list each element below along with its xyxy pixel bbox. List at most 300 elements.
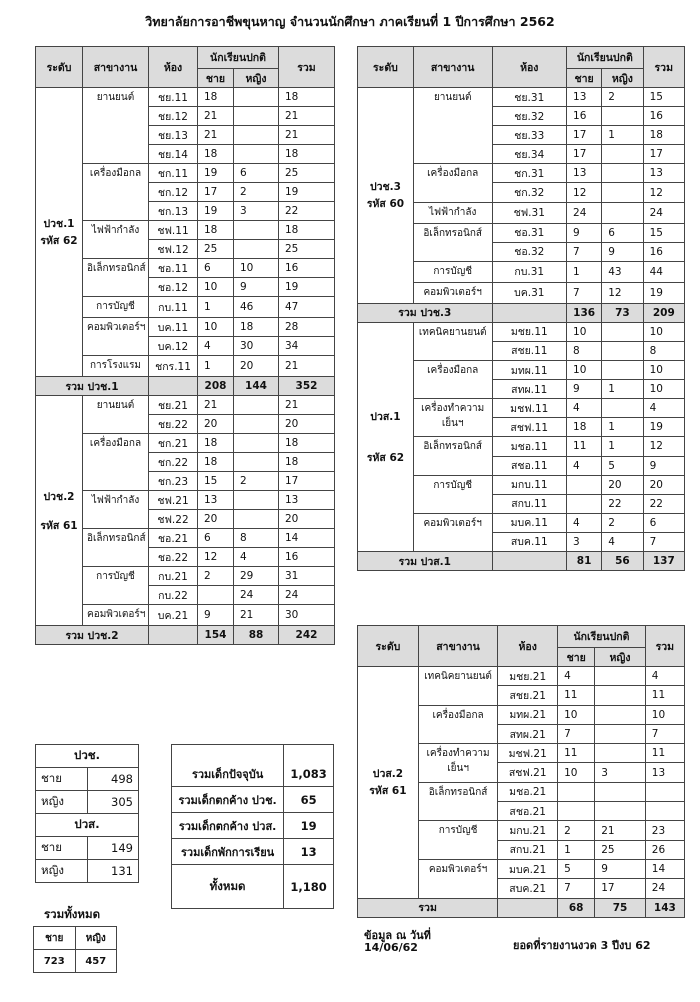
- total-row: [36, 377, 335, 396]
- level-cell: ปวช.2 รหัส 61: [36, 396, 83, 626]
- sum-cell: 30: [279, 605, 335, 626]
- total-female: 75: [595, 898, 646, 917]
- male-cell: 18: [198, 221, 234, 240]
- room-cell: ชก.31: [492, 164, 567, 183]
- male-cell: 7: [558, 879, 595, 898]
- pvs-male-label: ชาย: [36, 837, 88, 860]
- sum-cell: 31: [279, 567, 335, 586]
- sum-cell: 34: [279, 337, 335, 356]
- female-cell: 2: [234, 183, 279, 202]
- room-cell: มกบ.21: [498, 821, 558, 840]
- room-cell: มชย.21: [498, 667, 558, 686]
- room-cell: ชอ.21: [149, 529, 198, 548]
- room-cell: ชก.21: [149, 434, 198, 453]
- female-cell: [595, 802, 646, 821]
- left-pvc-value: 65: [284, 787, 334, 813]
- pvs-label: ปวส.: [36, 814, 139, 837]
- pvs-male-value: 149: [88, 837, 139, 860]
- male-cell: 10: [198, 278, 234, 297]
- header-level: ระดับ: [358, 626, 419, 667]
- header-regular: นักเรียนปกติ: [558, 626, 646, 648]
- dept-cell: คอมพิวเตอร์ฯ: [83, 318, 149, 356]
- female-cell: [234, 453, 279, 472]
- level-cell: ปวส.1 รหัส 62: [358, 322, 414, 551]
- total-label: รวม ปวช.2: [36, 626, 149, 645]
- grand-total-table: [33, 926, 117, 973]
- female-cell: [595, 705, 646, 724]
- female-cell: 20: [602, 475, 643, 494]
- female-cell: 6: [602, 223, 643, 242]
- dept-cell: คอมพิวเตอร์ฯ: [413, 513, 492, 551]
- female-cell: [602, 202, 643, 223]
- male-cell: 15: [198, 472, 234, 491]
- room-cell: ชย.12: [149, 107, 198, 126]
- male-cell: 16: [567, 107, 602, 126]
- room-cell: มชอ.21: [498, 782, 558, 801]
- female-cell: [234, 434, 279, 453]
- header-room: ห้อง: [149, 47, 198, 88]
- sum-cell: 26: [645, 840, 684, 859]
- sum-cell: 24: [645, 879, 684, 898]
- dept-cell: เครื่องมือกล: [83, 164, 149, 221]
- left-pvs-value: 19: [284, 813, 334, 839]
- room-cell: ชย.11: [149, 88, 198, 107]
- female-cell: [234, 491, 279, 510]
- female-cell: [234, 221, 279, 240]
- total-male: 208: [198, 377, 234, 396]
- sum-cell: 13: [645, 763, 684, 782]
- sum-cell: 16: [279, 259, 335, 278]
- pvc-female-value: 305: [88, 791, 139, 814]
- female-cell: 30: [234, 337, 279, 356]
- sum-cell: 22: [279, 202, 335, 221]
- room-cell: สบค.21: [498, 879, 558, 898]
- sum-cell: 20: [279, 415, 335, 434]
- room-cell: มทผ.11: [492, 361, 567, 380]
- sum-cell: 25: [279, 240, 335, 259]
- male-cell: 5: [558, 859, 595, 878]
- sum-cell: 10: [643, 361, 684, 380]
- total-sum: 209: [643, 303, 684, 322]
- total-blank: [149, 626, 198, 645]
- room-cell: กบ.21: [149, 567, 198, 586]
- male-cell: 17: [567, 145, 602, 164]
- total-male: 154: [198, 626, 234, 645]
- dept-cell: เครื่องทำความเย็นฯ: [413, 399, 492, 437]
- header-male: ชาย: [198, 69, 234, 88]
- header-male: ชาย: [567, 69, 602, 88]
- male-cell: 4: [567, 456, 602, 475]
- male-cell: 18: [567, 418, 602, 437]
- female-cell: [234, 510, 279, 529]
- sum-cell: [645, 802, 684, 821]
- dept-cell: เทคนิคยานยนต์: [413, 322, 492, 360]
- total-row: [36, 626, 335, 645]
- header-female: หญิง: [595, 648, 646, 667]
- room-cell: ชกร.11: [149, 356, 198, 377]
- total-male: 68: [558, 898, 595, 917]
- dept-cell: อิเล็กทรอนิกส์: [83, 529, 149, 567]
- female-cell: 1: [602, 437, 643, 456]
- totals-summary-table: [171, 744, 334, 909]
- dept-cell: อิเล็กทรอนิกส์: [418, 782, 497, 821]
- female-cell: [234, 415, 279, 434]
- page-title: วิทยาลัยการอาชีพขุนหาญ จำนวนนักศึกษา ภาคเรียนที่ 1 ปีการศึกษา 2562: [145, 14, 555, 29]
- all-value: 1,180: [284, 865, 334, 909]
- room-cell: ชย.22: [149, 415, 198, 434]
- room-cell: สทผ.11: [492, 380, 567, 399]
- female-cell: [234, 396, 279, 415]
- male-cell: 1: [198, 297, 234, 318]
- male-cell: 9: [567, 380, 602, 399]
- total-female: 88: [234, 626, 279, 645]
- dept-cell: เครื่องมือกล: [413, 164, 492, 202]
- sum-cell: 18: [279, 221, 335, 240]
- room-cell: สกบ.11: [492, 494, 567, 513]
- female-cell: [234, 126, 279, 145]
- male-cell: 13: [198, 491, 234, 510]
- total-row: [358, 303, 685, 322]
- room-cell: กบ.22: [149, 586, 198, 605]
- male-cell: 19: [198, 202, 234, 221]
- female-cell: 8: [234, 529, 279, 548]
- room-cell: มชฟ.11: [492, 399, 567, 418]
- dept-cell: เครื่องมือกล: [83, 434, 149, 491]
- total-label: รวม ปวส.1: [358, 551, 493, 570]
- room-cell: มทผ.21: [498, 705, 558, 724]
- sum-cell: 10: [643, 322, 684, 341]
- female-cell: 3: [234, 202, 279, 221]
- room-cell: ชย.14: [149, 145, 198, 164]
- male-cell: 10: [198, 318, 234, 337]
- dept-cell: เครื่องทำความเย็นฯ: [418, 744, 497, 783]
- total-female: 56: [602, 551, 643, 570]
- female-cell: 29: [234, 567, 279, 586]
- female-cell: 25: [595, 840, 646, 859]
- dept-cell: การบัญชี: [83, 297, 149, 318]
- dept-cell: อิเล็กทรอนิกส์: [413, 437, 492, 475]
- total-label: รวม ปวช.1: [36, 377, 149, 396]
- sum-cell: 14: [279, 529, 335, 548]
- level-cell: ปวส.2 รหัส 61: [358, 667, 419, 899]
- room-cell: บค.21: [149, 605, 198, 626]
- room-cell: ชก.12: [149, 183, 198, 202]
- current-value: 1,083: [284, 763, 334, 787]
- female-cell: 2: [234, 472, 279, 491]
- table-row: [36, 396, 335, 415]
- dept-cell: คอมพิวเตอร์ฯ: [418, 859, 497, 898]
- dept-cell: ยานยนต์: [83, 396, 149, 434]
- female-cell: 21: [595, 821, 646, 840]
- room-cell: สชอ.21: [498, 802, 558, 821]
- room-cell: ชอ.12: [149, 278, 198, 297]
- total-row: [358, 551, 685, 570]
- female-cell: [234, 88, 279, 107]
- male-cell: 4: [558, 667, 595, 686]
- total-blank: [498, 898, 558, 917]
- pvc-female-label: หญิง: [36, 791, 88, 814]
- pvc-male-value: 498: [88, 768, 139, 791]
- male-cell: 6: [198, 529, 234, 548]
- sum-cell: 10: [643, 380, 684, 399]
- room-cell: มบค.11: [492, 513, 567, 532]
- sum-cell: 25: [279, 164, 335, 183]
- male-cell: 4: [567, 513, 602, 532]
- female-cell: 22: [602, 494, 643, 513]
- sum-cell: 17: [279, 472, 335, 491]
- room-cell: ชฟ.22: [149, 510, 198, 529]
- table-row: [358, 88, 685, 107]
- total-male: 81: [567, 551, 602, 570]
- male-cell: 13: [567, 164, 602, 183]
- dept-cell: เครื่องมือกล: [418, 705, 497, 744]
- male-cell: 6: [198, 259, 234, 278]
- header-dept: สาขางาน: [418, 626, 497, 667]
- all-label: ทั้งหมด: [172, 865, 284, 909]
- male-cell: 12: [198, 548, 234, 567]
- female-cell: [595, 667, 646, 686]
- dept-cell: ยานยนต์: [413, 88, 492, 164]
- room-cell: ชก.11: [149, 164, 198, 183]
- table-row: [358, 322, 685, 341]
- room-cell: ชอ.11: [149, 259, 198, 278]
- female-cell: 9: [602, 242, 643, 261]
- header-room: ห้อง: [492, 47, 567, 88]
- female-cell: [234, 145, 279, 164]
- sum-cell: 18: [279, 88, 335, 107]
- female-cell: 5: [602, 456, 643, 475]
- room-cell: สชฟ.11: [492, 418, 567, 437]
- level-cell: ปวช.3 รหัส 60: [358, 88, 414, 304]
- female-cell: 18: [234, 318, 279, 337]
- sum-cell: 7: [645, 724, 684, 743]
- grand-total-label: รวมทั้งหมด: [44, 907, 101, 921]
- total-female: 73: [602, 303, 643, 322]
- dept-cell: การบัญชี: [413, 261, 492, 282]
- sum-cell: 24: [279, 586, 335, 605]
- female-cell: 20: [234, 356, 279, 377]
- room-cell: ชฟ.31: [492, 202, 567, 223]
- header-regular: นักเรียนปกติ: [198, 47, 279, 69]
- sum-cell: 28: [279, 318, 335, 337]
- header-male: ชาย: [558, 648, 595, 667]
- left-pvs-label: รวมเด็กตกค้าง ปวส.: [172, 813, 284, 839]
- male-cell: 4: [567, 399, 602, 418]
- header-total: รวม: [643, 47, 684, 88]
- sum-cell: 15: [643, 223, 684, 242]
- sum-cell: 18: [279, 453, 335, 472]
- total-sum: 143: [645, 898, 684, 917]
- male-cell: 1: [567, 261, 602, 282]
- sum-cell: 21: [279, 107, 335, 126]
- sum-cell: 18: [643, 126, 684, 145]
- room-cell: ชก.13: [149, 202, 198, 221]
- female-cell: 9: [595, 859, 646, 878]
- room-cell: ชย.21: [149, 396, 198, 415]
- male-cell: 2: [558, 821, 595, 840]
- sum-cell: 21: [279, 356, 335, 377]
- room-cell: ชฟ.21: [149, 491, 198, 510]
- total-blank: [492, 303, 567, 322]
- male-cell: 17: [198, 183, 234, 202]
- female-cell: [602, 145, 643, 164]
- female-cell: 1: [602, 418, 643, 437]
- header-regular: นักเรียนปกติ: [567, 47, 644, 69]
- male-cell: 24: [567, 202, 602, 223]
- grand-female-label: หญิง: [75, 927, 117, 950]
- total-label: รวม: [358, 898, 498, 917]
- dept-cell: ไฟฟ้ากำลัง: [83, 221, 149, 259]
- room-cell: กบ.31: [492, 261, 567, 282]
- female-cell: 4: [234, 548, 279, 567]
- male-cell: 18: [198, 88, 234, 107]
- male-cell: 10: [558, 763, 595, 782]
- female-cell: 2: [602, 88, 643, 107]
- total-female: 144: [234, 377, 279, 396]
- female-cell: [234, 107, 279, 126]
- male-cell: 19: [198, 164, 234, 183]
- sum-cell: 4: [643, 399, 684, 418]
- sum-cell: 44: [643, 261, 684, 282]
- header-level: ระดับ: [36, 47, 83, 88]
- female-cell: 10: [234, 259, 279, 278]
- room-cell: บค.31: [492, 282, 567, 303]
- pvs-female-value: 131: [88, 860, 139, 883]
- report-note: ยอดที่รายงานงวด 3 ปีงบ 62: [513, 939, 651, 952]
- sum-cell: 4: [645, 667, 684, 686]
- male-cell: [198, 586, 234, 605]
- sum-cell: 20: [643, 475, 684, 494]
- male-cell: 11: [558, 686, 595, 705]
- header-total: รวม: [645, 626, 684, 667]
- pvc-label: ปวช.: [36, 745, 139, 768]
- female-cell: 2: [602, 513, 643, 532]
- male-cell: 2: [198, 567, 234, 586]
- room-cell: สทผ.21: [498, 724, 558, 743]
- sum-cell: 8: [643, 341, 684, 360]
- room-cell: ชฟ.11: [149, 221, 198, 240]
- male-cell: 21: [198, 396, 234, 415]
- room-cell: มชย.11: [492, 322, 567, 341]
- sum-cell: 10: [645, 705, 684, 724]
- room-cell: มบค.21: [498, 859, 558, 878]
- grand-male-label: ชาย: [34, 927, 76, 950]
- sum-cell: 17: [643, 145, 684, 164]
- dept-cell: คอมพิวเตอร์ฯ: [83, 605, 149, 626]
- male-cell: [567, 475, 602, 494]
- male-cell: 1: [198, 356, 234, 377]
- female-cell: 1: [602, 380, 643, 399]
- room-cell: สชฟ.21: [498, 763, 558, 782]
- sum-cell: 9: [643, 456, 684, 475]
- room-cell: สชอ.11: [492, 456, 567, 475]
- male-cell: 18: [198, 434, 234, 453]
- female-cell: [602, 322, 643, 341]
- data-date-label: ข้อมูล ณ วันที่: [364, 929, 431, 942]
- sum-cell: 21: [279, 396, 335, 415]
- room-cell: สชย.21: [498, 686, 558, 705]
- header-room: ห้อง: [498, 626, 558, 667]
- female-cell: [602, 361, 643, 380]
- female-cell: [602, 341, 643, 360]
- room-cell: มชอ.11: [492, 437, 567, 456]
- pvc-male-label: ชาย: [36, 768, 88, 791]
- header-total: รวม: [279, 47, 335, 88]
- dept-cell: ไฟฟ้ากำลัง: [83, 491, 149, 529]
- male-cell: 11: [558, 744, 595, 763]
- male-cell: 20: [198, 415, 234, 434]
- male-cell: 18: [198, 453, 234, 472]
- male-cell: 10: [567, 322, 602, 341]
- female-cell: 46: [234, 297, 279, 318]
- male-cell: 11: [567, 437, 602, 456]
- level-summary-table: [35, 744, 139, 883]
- sum-cell: 16: [643, 242, 684, 261]
- room-cell: มกบ.11: [492, 475, 567, 494]
- sum-cell: 11: [645, 744, 684, 763]
- suspended-label: รวมเด็กพักการเรียน: [172, 839, 284, 865]
- female-cell: 6: [234, 164, 279, 183]
- female-cell: 3: [595, 763, 646, 782]
- room-cell: บค.12: [149, 337, 198, 356]
- sum-cell: 13: [643, 164, 684, 183]
- total-sum: 242: [279, 626, 335, 645]
- sum-cell: 14: [645, 859, 684, 878]
- room-cell: ชย.32: [492, 107, 567, 126]
- male-cell: 8: [567, 341, 602, 360]
- male-cell: 17: [567, 126, 602, 145]
- sum-cell: 7: [643, 532, 684, 551]
- data-date-note: [364, 930, 431, 954]
- dept-cell: การบัญชี: [418, 821, 497, 860]
- current-label: รวมเด็กปัจจุบัน: [172, 763, 284, 787]
- table-row: [36, 88, 335, 107]
- dept-cell: ไฟฟ้ากำลัง: [413, 202, 492, 223]
- female-cell: 9: [234, 278, 279, 297]
- female-cell: [602, 183, 643, 202]
- room-cell: มชฟ.21: [498, 744, 558, 763]
- sum-cell: 23: [645, 821, 684, 840]
- male-cell: 10: [567, 361, 602, 380]
- pvs-female-label: หญิง: [36, 860, 88, 883]
- female-cell: 17: [595, 879, 646, 898]
- room-cell: ชย.33: [492, 126, 567, 145]
- sum-cell: 13: [279, 491, 335, 510]
- dept-cell: การบัญชี: [413, 475, 492, 513]
- sum-cell: 24: [643, 202, 684, 223]
- sum-cell: 47: [279, 297, 335, 318]
- female-cell: 21: [234, 605, 279, 626]
- sum-cell: 18: [279, 434, 335, 453]
- suspended-value: 13: [284, 839, 334, 865]
- room-cell: สชย.11: [492, 341, 567, 360]
- sum-cell: 21: [279, 126, 335, 145]
- male-cell: [558, 802, 595, 821]
- header-dept: สาขางาน: [83, 47, 149, 88]
- sum-cell: 19: [279, 183, 335, 202]
- male-cell: 21: [198, 126, 234, 145]
- male-cell: 12: [567, 183, 602, 202]
- female-cell: [595, 744, 646, 763]
- room-cell: ชก.22: [149, 453, 198, 472]
- header-dept: สาขางาน: [413, 47, 492, 88]
- female-cell: 24: [234, 586, 279, 605]
- total-label: รวม ปวช.3: [358, 303, 493, 322]
- male-cell: 7: [567, 282, 602, 303]
- room-cell: กบ.11: [149, 297, 198, 318]
- male-cell: 25: [198, 240, 234, 259]
- female-cell: [602, 164, 643, 183]
